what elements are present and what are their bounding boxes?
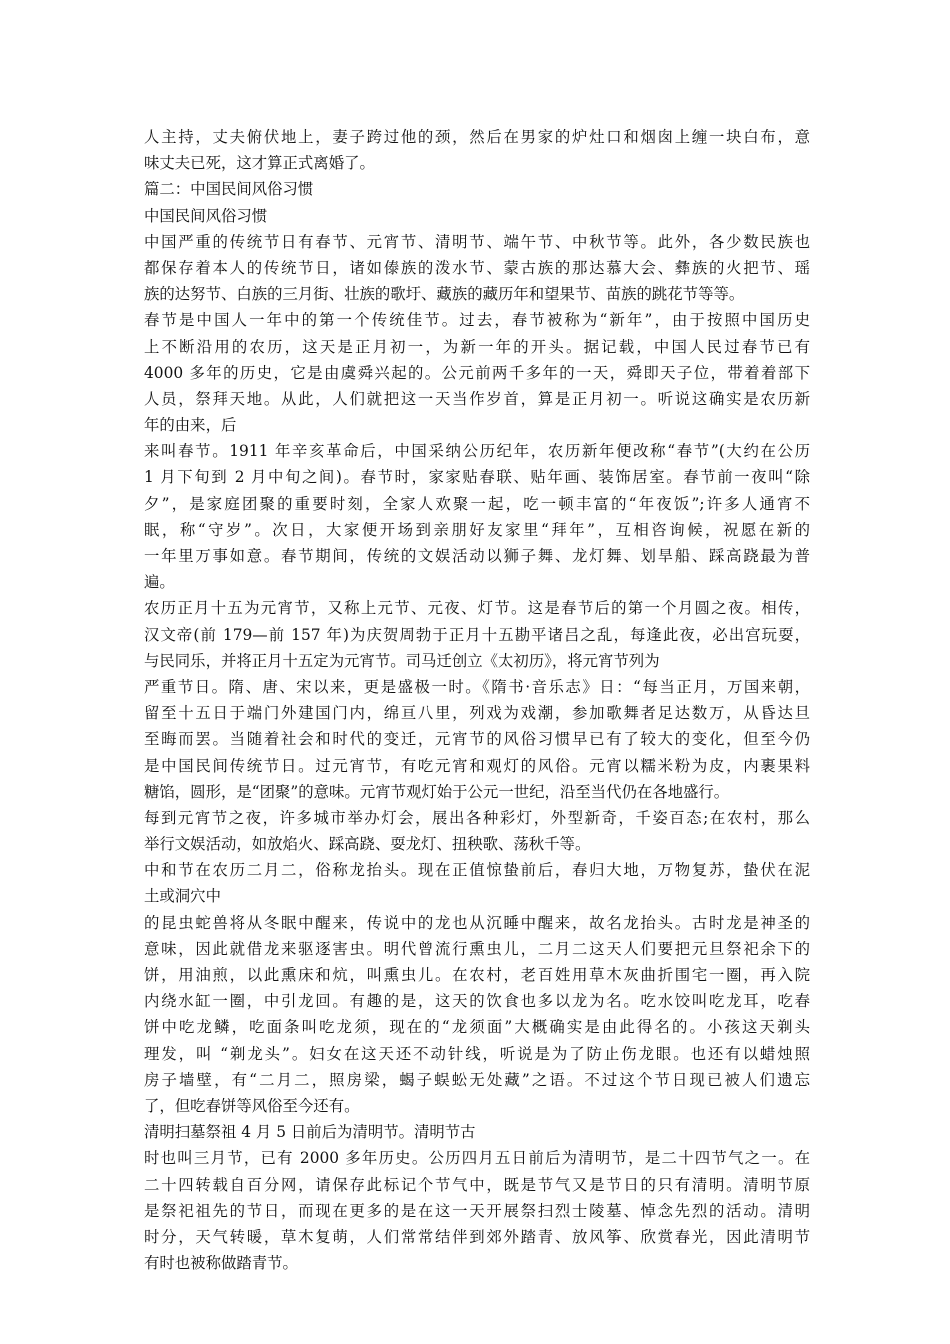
text-line: 时分，天气转暖，草木复萌，人们常常结伴到郊外踏青、放风筝、欣赏春光，因此清明节	[144, 1227, 810, 1246]
text-line: 意味，因此就借龙来驱逐害虫。明代曾流行熏虫儿，二月二这天人们要把元旦祭祀余下的	[144, 939, 810, 958]
text-line: 4000 多年的历史，它是由虞舜兴起的。公元前两千多年的一天，舜即天子位，带着着部下	[144, 363, 810, 382]
text-line: 时也叫三月节，已有 2000 多年历史。公历四月五日前后为清明节，是二十四节气之一。在	[144, 1149, 810, 1168]
text-line: 味丈夫已死，这才算正式离婚了。	[144, 154, 375, 173]
text-line: 房子墙壁，有“二月二，照房梁，蝎子蜈蚣无处藏”之语。不过这个节日现已被人们遗忘	[144, 1070, 810, 1089]
text-line: 与民同乐，并将正月十五定为元宵节。司马迁创立《太初历》，将元宵节列为	[144, 651, 660, 670]
text-line: 眠，称“守岁”。次日，大家便开场到亲朋好友家里“拜年”，互相咨询候，祝愿在新的	[144, 520, 810, 539]
text-line: 一年里万事如意。春节期间，传统的文娱活动以狮子舞、龙灯舞、划旱船、踩高跷最为普	[144, 547, 810, 565]
text-line: 农历正月十五为元宵节，又称上元节、元夜、灯节。这是春节后的第一个月圆之夜。相传，	[144, 599, 810, 618]
text-line: 饼，用油煎，以此熏床和炕，叫熏虫儿。在农村，老百姓用草木灰曲折围宅一圈，再入院	[144, 966, 810, 984]
text-line: 二十四转载自百分网，请保存此标记个节气中，既是节气又是节日的只有清明。清明节原	[144, 1175, 810, 1194]
text-line: 留至十五日于端门外建国门内，绵亘八里，列戏为戏潮，参加歌舞者足达数万，从昏达旦	[144, 704, 810, 723]
text-line: 中国严重的传统节日有春节、元宵节、清明节、端午节、中秋节等。此外，各少数民族也	[144, 232, 810, 251]
text-line: 篇二：中国民间风俗习惯	[144, 180, 314, 199]
text-line: 汉文帝(前 179—前 157 年)为庆贺周勃于正月十五勘平诸吕之乱，每逢此夜，必出宫玩耍，	[144, 625, 810, 644]
text-line: 来叫春节。1911 年辛亥革命后，中国采纳公历纪年，农历新年便改称“春节”(大约在公历	[144, 442, 810, 461]
text-line: 严重节日。隋、唐、宋以来，更是盛极一时。《隋书·音乐志》日：“每当正月，万国来朝，	[144, 677, 810, 696]
text-line: 糖馅，圆形，是“团聚”的意味。元宵节观灯始于公元一世纪，沿至当代仍在各地盛行。	[144, 782, 730, 801]
text-line: 的昆虫蛇兽将从冬眠中醒来，传说中的龙也从沉睡中醒来，故名龙抬头。古时龙是神圣的	[144, 913, 810, 932]
text-line: 土或洞穴中	[144, 887, 221, 906]
text-line: 有时也被称做踏青节。	[144, 1254, 298, 1273]
text-line: 是中国民间传统节日。过元宵节，有吃元宵和观灯的风俗。元宵以糯米粉为皮，内裹果料	[144, 756, 810, 775]
text-line: 每到元宵节之夜，许多城市举办灯会，展出各种彩灯，外型新奇，千姿百态;在农村，那么	[144, 808, 810, 827]
text-line: 年的由来，后	[144, 416, 237, 435]
text-line: 举行文娱活动，如放焰火、踩高跷、耍龙灯、扭秧歌、荡秋千等。	[144, 835, 591, 854]
text-line: 饼中吃龙鳞，吃面条叫吃龙须，现在的“龙须面”大概确实是由此得名的。小孩这天剃头	[144, 1018, 810, 1037]
text-line: 至晦而罢。当随着社会和时代的变迁，元宵节的风俗习惯早已有了较大的变化，但至今仍	[144, 730, 810, 749]
text-line: 1 月下旬到 2 月中旬之间)。春节时，家家贴春联、贴年画、装饰居室。春节前一夜叫“除	[144, 468, 810, 487]
text-line: 是祭祀祖先的节日，而现在更多的是在这一天开展祭扫烈士陵墓、悼念先烈的活动。清明	[144, 1201, 810, 1220]
text-line: 春节是中国人一年中的第一个传统佳节。过去，春节被称为“新年”，由于按照中国历史	[144, 311, 810, 330]
text-line: 上不断沿用的农历，这天是正月初一，为新一年的开头。据记载，中国人民过春节已有	[144, 337, 810, 356]
text-line: 遍。	[144, 573, 175, 592]
text-line: 中国民间风俗习惯	[144, 206, 268, 225]
text-line: 人主持，丈夫俯伏地上，妻子跨过他的颈，然后在男家的炉灶口和烟囱上缠一块白布，意	[144, 128, 810, 146]
text-line: 人员，祭拜天地。从此，人们就把这一天当作岁首，算是正月初一。听说这确实是农历新	[144, 389, 810, 408]
text-line: 中和节在农历二月二，俗称龙抬头。现在正值惊蛰前后，春归大地，万物复苏，蛰伏在泥	[144, 861, 810, 880]
text-line: 了，但吃春饼等风俗至今还有。	[144, 1096, 360, 1115]
text-line: 夕”，是家庭团聚的重要时刻，全家人欢聚一起，吃一顿丰富的“年夜饭”;许多人通宵不	[144, 494, 810, 513]
document-body	[144, 124, 810, 1276]
text-line: 族的达努节、白族的三月街、壮族的歌圩、藏族的藏历年和望果节、苗族的跳花节等等。	[144, 285, 745, 304]
text-line: 都保存着本人的传统节日，诸如傣族的泼水节、蒙古族的那达慕大会、彝族的火把节、瑶	[144, 258, 810, 277]
text-line: 内绕水缸一圈，中引龙回。有趣的是，这天的饮食也多以龙为名。吃水饺叫吃龙耳，吃春	[144, 992, 810, 1011]
text-line: 理发，叫 “剃龙头”。妇女在这天还不动针线，听说是为了防止伤龙眼。也还有以蜡烛照	[144, 1044, 810, 1063]
text-line: 清明扫墓祭祖 4 月 5 日前后为清明节。清明节古	[144, 1123, 476, 1142]
